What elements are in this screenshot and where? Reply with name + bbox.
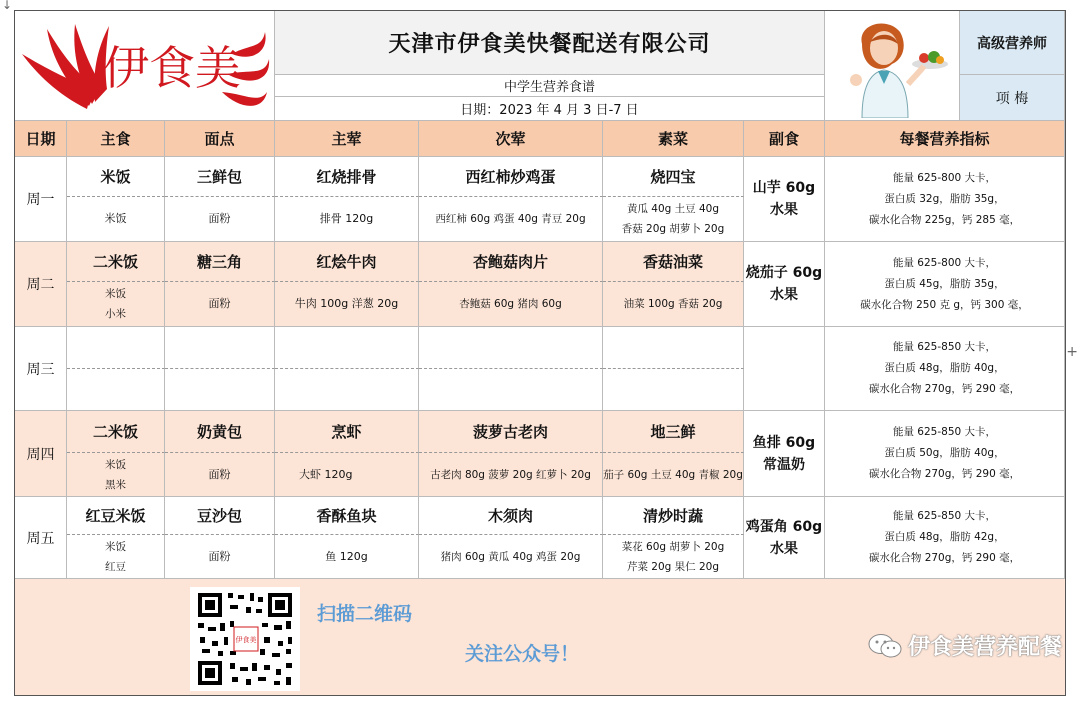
second-meat-name: 杏鲍菇肉片: [419, 242, 603, 282]
follow-account-text: 关注公众号！: [465, 643, 580, 665]
scan-qr-text: 扫描二维码: [317, 603, 413, 625]
day-cell: 周三: [15, 327, 67, 411]
second-meat-ingredients: 西红柿 60g 鸡蛋 40g 青豆 20g: [419, 197, 603, 242]
pastry-ingredients: 面粉: [165, 282, 275, 327]
second-meat-ingredients: 古老肉 80g 菠萝 20g 红萝卜 20g: [419, 453, 603, 497]
svg-text:伊食美: 伊食美: [235, 636, 257, 644]
vegetable-ingredients: 菜花 60g 胡萝卜 20g 芹菜 20g 果仁 20g: [603, 535, 744, 579]
side-dish: 烧茄子 60g 水果: [744, 242, 825, 327]
second-meat-name: [419, 327, 603, 369]
pastry-ingredients: 面粉: [165, 535, 275, 579]
vegetable-name: 清炒时蔬: [603, 497, 744, 535]
menu-subtitle: 中学生营养食谱: [275, 75, 825, 97]
nutrition-info: 能量 625-800 大卡， 蛋白质 45g，脂肪 35g， 碳水化合物 250 克 g，钙 300 毫，: [825, 242, 1065, 327]
vegetable-name: 烧四宝: [603, 157, 744, 197]
pastry-ingredients: 面粉: [165, 197, 275, 242]
pastry-ingredients: 面粉: [165, 453, 275, 497]
staple-name: 二米饭: [67, 242, 165, 282]
main-meat-name: 红烩牛肉: [275, 242, 419, 282]
main-meat-ingredients: 大虾 120g: [275, 453, 419, 497]
edge-arrow-icon: ↓: [2, 0, 13, 12]
main-meat-name: [275, 327, 419, 369]
main-meat-name: 香酥鱼块: [275, 497, 419, 535]
nutrition-info: 能量 625-850 大卡， 蛋白质 48g，脂肪 40g， 碳水化合物 270g，钙 290 毫，: [825, 327, 1065, 411]
svg-text:伊食美: 伊食美: [103, 40, 241, 95]
day-cell: 周二: [15, 242, 67, 327]
staple-ingredients: 米饭: [67, 197, 165, 242]
main-meat-name: 红烧排骨: [275, 157, 419, 197]
side-dish: 鱼排 60g 常温奶: [744, 411, 825, 497]
second-meat-ingredients: 杏鲍菇 60g 猪肉 60g: [419, 282, 603, 327]
staple-ingredients: 米饭 红豆: [67, 535, 165, 579]
col-header-side: 副食: [744, 121, 825, 157]
watermark-text: 伊食美营养配餐: [907, 635, 1062, 660]
pastry-ingredients: [165, 369, 275, 411]
col-header-staple: 主食: [67, 121, 165, 157]
second-meat-ingredients: 猪肉 60g 黄瓜 40g 鸡蛋 20g: [419, 535, 603, 579]
pastry-name: 奶黄包: [165, 411, 275, 453]
vegetable-ingredients: 茄子 60g 土豆 40g 青椒 20g: [603, 453, 744, 497]
nutritionist-illustration: [825, 11, 960, 121]
col-header-vegetable: 素菜: [603, 121, 744, 157]
col-header-nutrition: 每餐营养指标: [825, 121, 1065, 157]
vegetable-name: 地三鲜: [603, 411, 744, 453]
vegetable-name: [603, 327, 744, 369]
side-dish: [744, 327, 825, 411]
nutritionist-icon: [832, 14, 952, 118]
main-meat-ingredients: [275, 369, 419, 411]
vegetable-name: 香菇油菜: [603, 242, 744, 282]
qr-code[interactable]: [190, 587, 300, 691]
col-header-date: 日期: [15, 121, 67, 157]
col-header-second-meat: 次荤: [419, 121, 603, 157]
pastry-name: 豆沙包: [165, 497, 275, 535]
staple-ingredients: 米饭 黑米: [67, 453, 165, 497]
second-meat-name: 菠萝古老肉: [419, 411, 603, 453]
second-meat-name: 西红柿炒鸡蛋: [419, 157, 603, 197]
side-dish: 山芋 60g 水果: [744, 157, 825, 242]
pastry-name: 三鲜包: [165, 157, 275, 197]
nutritionist-name: 项 梅: [960, 75, 1065, 121]
nutrition-info: 能量 625-800 大卡， 蛋白质 32g，脂肪 35g， 碳水化合物 225g，钙 285 毫，: [825, 157, 1065, 242]
date-line: 日期：2023 年 4 月 3 日-7 日: [275, 97, 825, 121]
nutritionist-title: 高级营养师: [960, 11, 1065, 75]
day-cell: 周四: [15, 411, 67, 497]
second-meat-ingredients: [419, 369, 603, 411]
staple-ingredients: 米饭 小米: [67, 282, 165, 327]
main-meat-name: 烹虾: [275, 411, 419, 453]
day-cell: 周五: [15, 497, 67, 579]
pastry-name: 糖三角: [165, 242, 275, 282]
second-meat-name: 木须肉: [419, 497, 603, 535]
logo-graphic: [17, 14, 272, 118]
edge-plus-icon[interactable]: +: [1066, 344, 1078, 360]
main-meat-ingredients: 牛肉 100g 洋葱 20g: [275, 282, 419, 327]
main-meat-ingredients: 鱼 120g: [275, 535, 419, 579]
col-header-pastry: 面点: [165, 121, 275, 157]
staple-ingredients: [67, 369, 165, 411]
staple-name: 米饭: [67, 157, 165, 197]
menu-sheet: [14, 10, 1066, 696]
qr-code-icon: [190, 587, 300, 691]
company-name: 天津市伊食美快餐配送有限公司: [275, 11, 825, 75]
staple-name: 二米饭: [67, 411, 165, 453]
vegetable-ingredients: 油菜 100g 香菇 20g: [603, 282, 744, 327]
logo: [15, 11, 275, 121]
vegetable-ingredients: [603, 369, 744, 411]
nutrition-info: 能量 625-850 大卡， 蛋白质 50g，脂肪 40g， 碳水化合物 270g，钙 290 毫，: [825, 411, 1065, 497]
nutrition-info: 能量 625-850 大卡， 蛋白质 48g，脂肪 42g， 碳水化合物 270g，钙 290 毫，: [825, 497, 1065, 579]
day-cell: 周一: [15, 157, 67, 242]
watermark: [868, 630, 1062, 661]
wechat-icon: [868, 633, 902, 659]
vegetable-ingredients: 黄瓜 40g 土豆 40g 香菇 20g 胡萝卜 20g: [603, 197, 744, 242]
main-meat-ingredients: 排骨 120g: [275, 197, 419, 242]
pastry-name: [165, 327, 275, 369]
col-header-main-meat: 主荤: [275, 121, 419, 157]
side-dish: 鸡蛋角 60g 水果: [744, 497, 825, 579]
staple-name: [67, 327, 165, 369]
staple-name: 红豆米饭: [67, 497, 165, 535]
